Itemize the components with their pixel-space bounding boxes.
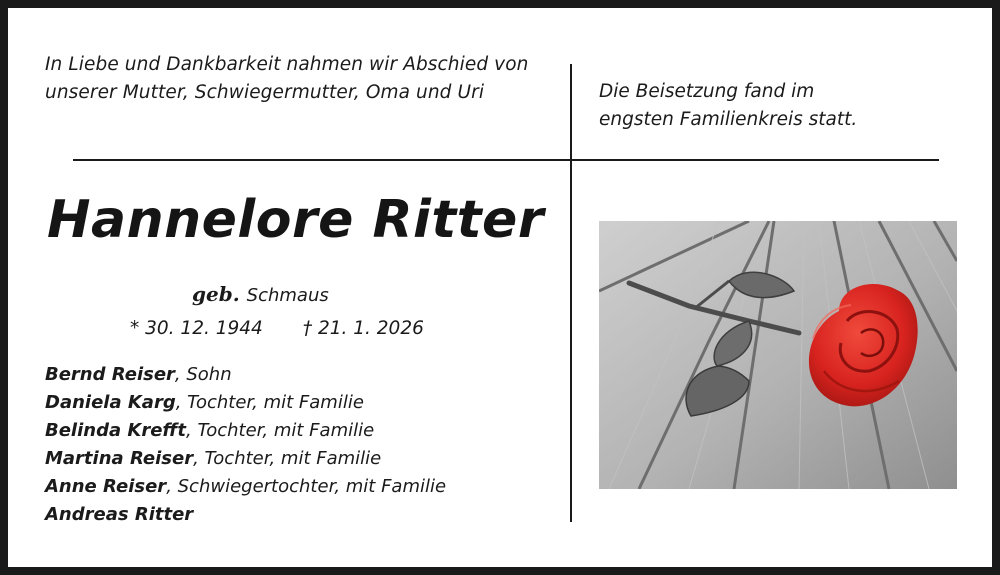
death-date: † 21. 1. 2026 bbox=[302, 318, 424, 339]
intro-line-2: unserer Mutter, Schwiegermutter, Oma und Uri bbox=[45, 82, 485, 103]
burial-notice bbox=[599, 78, 939, 134]
mourner-name: Andreas Ritter bbox=[45, 504, 194, 525]
mourner-relation: , Sohn bbox=[174, 364, 232, 385]
maiden-name bbox=[192, 280, 329, 310]
birth-date: * 30. 12. 1944 bbox=[130, 318, 263, 339]
mourner-name: Anne Reiser bbox=[45, 476, 167, 497]
intro-text bbox=[45, 51, 545, 107]
horizontal-divider bbox=[73, 159, 939, 161]
mourner-row bbox=[45, 361, 565, 389]
nee-prefix: geb. bbox=[192, 282, 240, 306]
burial-line-1: Die Beisetzung fand im bbox=[599, 81, 815, 102]
intro-line-1: In Liebe und Dankbarkeit nahmen wir Abschied von bbox=[45, 54, 529, 75]
mourner-name: Daniela Karg bbox=[45, 392, 176, 413]
mourner-relation: , Tochter, mit Familie bbox=[193, 448, 382, 469]
vertical-divider bbox=[570, 64, 572, 522]
mourner-row bbox=[45, 445, 565, 473]
rose-photo bbox=[599, 221, 957, 489]
deceased-name: Hannelore Ritter bbox=[47, 190, 544, 250]
mourners-list bbox=[45, 361, 565, 529]
mourner-relation: , Tochter, mit Familie bbox=[175, 392, 364, 413]
mourner-row bbox=[45, 501, 565, 529]
mourner-name: Belinda Krefft bbox=[45, 420, 187, 441]
rose-illustration bbox=[599, 221, 957, 489]
mourner-relation: , Schwiegertochter, mit Familie bbox=[166, 476, 447, 497]
nee-name: Schmaus bbox=[246, 285, 329, 306]
mourner-name: Martina Reiser bbox=[45, 448, 194, 469]
mourner-row bbox=[45, 473, 565, 501]
mourner-row bbox=[45, 389, 565, 417]
obituary-card bbox=[8, 8, 992, 567]
mourner-row bbox=[45, 417, 565, 445]
mourner-name: Bernd Reiser bbox=[45, 364, 175, 385]
mourner-relation: , Tochter, mit Familie bbox=[186, 420, 375, 441]
life-dates bbox=[130, 315, 424, 343]
burial-line-2: engsten Familienkreis statt. bbox=[599, 109, 858, 130]
